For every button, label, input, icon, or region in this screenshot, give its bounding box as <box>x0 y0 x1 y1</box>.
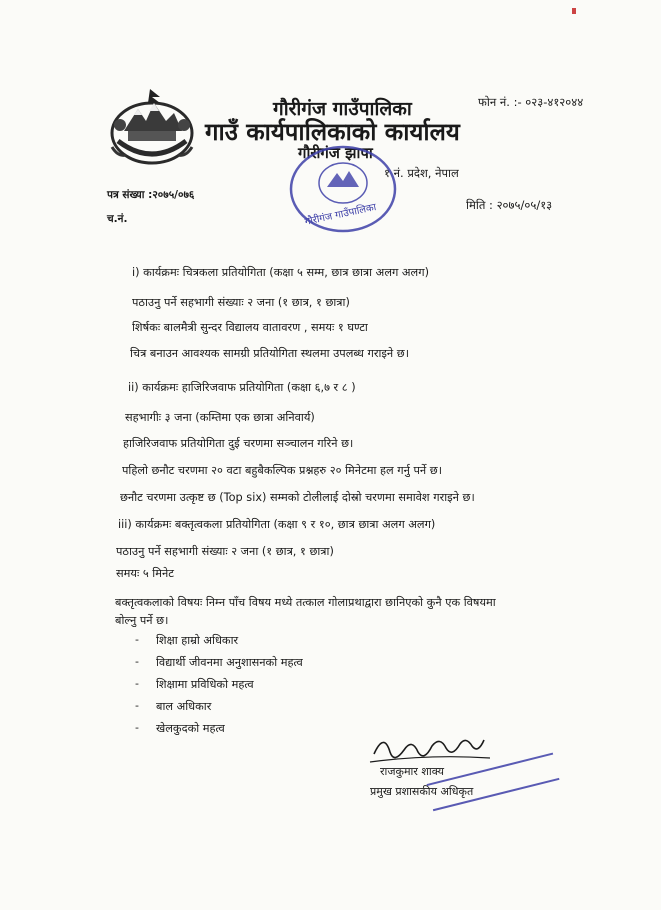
body-line: चित्र बनाउन आवश्यक सामग्री प्रतियोगिता स्थलमा उपलब्ध गराइने छ। <box>130 347 409 360</box>
dispatch-number: च.नं. <box>107 213 128 225</box>
body-line: पहिलो छनौट चरणमा २० वटा बहुबैकल्पिक प्रश्नहरु २० मिनेटमा हल गर्नु पर्ने छ। <box>122 464 442 477</box>
list-item: बाल अधिकार <box>156 700 212 713</box>
body-line: ii) कार्यक्रमः हाजिरिजवाफ प्रतियोगिता (कक्षा ६,७ र ८ ) <box>128 381 356 394</box>
body-line: i) कार्यक्रमः चित्रकला प्रतियोगिता (कक्षा ५ सम्म, छात्र छात्रा अलग अलग) <box>132 266 429 279</box>
office-location: गौरीगंज झापा <box>298 144 373 162</box>
body-line: सहभागीः ३ जना (कम्तिमा एक छात्रा अनिवार्य) <box>125 411 315 424</box>
list-item: खेलकुदको महत्व <box>156 722 225 735</box>
body-line: छनौट चरणमा उत्कृष्ट छ (Top six) सम्मको टोलीलाई दोस्रो चरणमा समावेश गराइने छ। <box>120 491 475 504</box>
list-item: शिक्षामा प्रविधिको महत्व <box>156 678 254 691</box>
list-item: शिक्षा हाम्रो अधिकार <box>156 634 239 647</box>
bullet-dash: - <box>135 677 139 690</box>
body-line: शिर्षकः बालमैत्री सुन्दर विद्यालय वातावरण , समयः १ घण्टा <box>132 321 368 334</box>
signatory-title: प्रमुख प्रशासकीय अधिकृत <box>370 785 474 798</box>
province: १ नं. प्रदेश, नेपाल <box>384 166 459 180</box>
municipality-name: गौरीगंज गाउँपालिका <box>273 98 412 120</box>
corner-mark <box>572 8 576 14</box>
phone-number: फोन नं. :- ०२३-४१२०४४ <box>478 95 584 109</box>
body-line: iii) कार्यक्रमः बक्तृत्वकला प्रतियोगिता (कक्षा ९ र १०, छात्र छात्रा अलग अलग) <box>118 518 436 531</box>
letter-date: मिति : २०७५/०५/१३ <box>466 198 553 212</box>
body-line: बोल्नु पर्ने छ। <box>115 614 169 627</box>
bullet-dash: - <box>135 699 139 712</box>
signatory-name: राजकुमार शाक्य <box>380 765 444 778</box>
body-line: पठाउनु पर्ने सहभागी संख्याः २ जना (१ छात्र, १ छात्रा) <box>116 545 334 558</box>
nepal-emblem-icon <box>108 85 196 167</box>
letter-number: पत्र संख्या :२०७५/०७६ <box>107 189 195 201</box>
body-line: समयः ५ मिनेट <box>116 567 174 580</box>
bullet-dash: - <box>135 633 139 646</box>
list-item: विद्यार्थी जीवनमा अनुशासनको महत्व <box>156 656 303 669</box>
bullet-dash: - <box>135 721 139 734</box>
office-stamp <box>287 143 399 239</box>
office-name: गाउँ कार्यपालिकाको कार्यालय <box>205 118 460 146</box>
bullet-dash: - <box>135 655 139 668</box>
stamp-text: गौरीगंज गाउँपालिका <box>303 202 378 228</box>
body-line: हाजिरिजवाफ प्रतियोगिता दुई चरणमा सञ्चालन गरिने छ। <box>123 437 354 450</box>
body-line: बक्तृत्वकलाको विषयः निम्न पाँच विषय मध्ये तत्काल गोलाप्रथाद्वारा छानिएको कुनै एक विषयमा <box>115 596 496 609</box>
body-line: पठाउनु पर्ने सहभागी संख्याः २ जना (१ छात्र, १ छात्रा) <box>132 296 350 309</box>
